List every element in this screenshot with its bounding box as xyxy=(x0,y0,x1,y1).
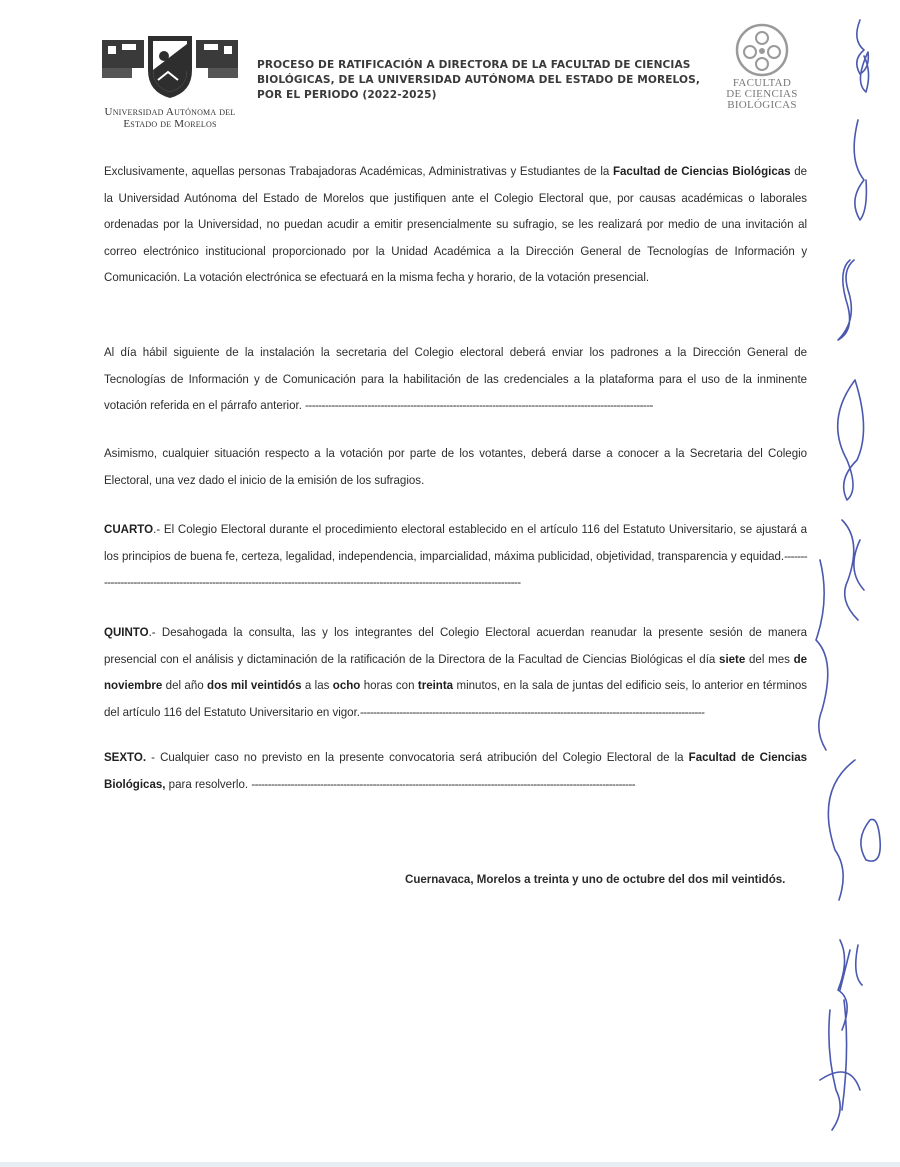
p5-text-a: .- Desahogada la consulta, las y los integrantes del Colegio Electoral acuerdan reanudar la presente sesión de manera presencial con el análisis y dictaminación de la ratificación de la Directora de la Facultad de Ciencias Biológicas el día xyxy=(104,625,808,666)
document-title: PROCESO DE RATIFICACIÓN A DIRECTORA DE LA FACULTAD DE CIENCIAS BIOLÓGICAS, DE LA UNIVERSIDAD AUTÓNOMA DEL ESTADO DE MORELOS, POR EL PERIODO (2022-2025) xyxy=(257,59,700,101)
signature-stroke xyxy=(838,380,864,500)
faculty-name-line2: DE CIENCIAS xyxy=(726,88,798,100)
signature-stroke xyxy=(838,940,862,1030)
paragraph-padrones xyxy=(104,339,807,419)
p2-text: Al día hábil siguiente de la instalación la secretaria del Colegio electoral deberá enviar los padrones a la Dirección General de Tecnologías de Información y de Comunicación para la habilitación de las credenciales a la plataforma para el uso de la inminente votación referida en el párrafo anterior. xyxy=(104,345,808,412)
uaem-emblem xyxy=(98,30,242,102)
p5-dashes: --------------------------------------------------------------------------------------------------------- xyxy=(360,704,705,719)
p1-faculty-bold: Facultad de Ciencias Biológicas xyxy=(612,164,791,178)
p4-dashes: -------------------------------------------------------------------------------------------------------------------------------------- xyxy=(104,548,808,589)
paragraph-cuarto xyxy=(104,516,807,596)
signature-stroke xyxy=(842,520,864,620)
signature-stroke xyxy=(861,819,880,861)
p3-text: Asimismo, cualquier situación respecto a la votación por parte de los votantes, deberá darse a conocer a la Secretaria del Colegio Electoral, una vez dado el inicio de la emisión de los sufragios. xyxy=(104,446,808,487)
signature-stroke xyxy=(857,20,869,92)
p6-dashes: --------------------------------------------------------------------------------------------------------------------- xyxy=(251,776,636,791)
margin-signatures xyxy=(800,0,900,1167)
signature-stroke xyxy=(838,260,854,340)
signature-stroke xyxy=(828,760,855,900)
p6-faculty-bold: Facultad de Ciencias Biológicas, xyxy=(104,750,808,791)
cuarto-label: CUARTO xyxy=(104,522,154,536)
university-name-line1: Universidad Autónoma del xyxy=(104,106,236,118)
university-name xyxy=(90,106,250,130)
faculty-name-line1: FACULTAD xyxy=(732,77,792,89)
place-and-date: Cuernavaca, Morelos a treinta y uno de octubre del dos mil veintidós. xyxy=(405,872,786,886)
p1-text-c: de la Universidad Autónoma del Estado de Morelos que justifiquen ante el Colegio Electoral que, por causas académicas o laborales ordenadas por la Universidad, no puedan acudir a emitir presencialmente su sufragio, se les realizará por medio de una invitación al correo electrónico institucional proporcionado por la Unidad Académica a la Dirección General de Tecnologías de Información y Comunicación. La votación electrónica se efectuará en la misma fecha y horario, de la votación presencial. xyxy=(104,164,808,284)
university-name-line2: Estado de Morelos xyxy=(123,118,217,130)
p6-text-c: para resolverlo. xyxy=(165,776,252,791)
p5-year-bold: dos mil veintidós xyxy=(207,678,302,692)
p6-text-a: - Cualquier caso no previsto en la presente convocatoria será atribución del Colegio Electoral de la xyxy=(146,750,689,764)
faculty-logo xyxy=(712,22,812,122)
p5-text-e: del año xyxy=(162,678,208,692)
paragraph-quinto xyxy=(104,619,807,725)
p5-month-bold: de noviembre xyxy=(104,651,808,692)
p4-text: .- El Colegio Electoral durante el procedimiento electoral establecido en el artículo 116 del Estatuto Universitario, se ajustará a los principios de buena fe, certeza, legalidad, independencia, imparcialidad, máxima publicidad, objetividad, transparencia y equidad. xyxy=(104,522,808,563)
p5-hour-bold: ocho xyxy=(332,678,361,692)
sexto-label: SEXTO. xyxy=(104,750,147,764)
p5-text-k: minutos, en la sala de juntas del edificio seis, lo anterior en términos del artículo 116 del Estatuto Universitario en vigor. xyxy=(104,678,808,719)
p5-text-c: del mes xyxy=(745,651,794,666)
page-bottom-edge xyxy=(0,1162,900,1167)
faculty-emblem xyxy=(734,22,790,78)
p5-text-i: horas con xyxy=(360,678,418,692)
signature-stroke xyxy=(816,560,828,750)
paragraph-asimismo xyxy=(104,440,807,493)
faculty-name xyxy=(712,78,812,111)
paragraph-remote-voting xyxy=(104,158,807,291)
p1-text-a: Exclusivamente, aquellas personas Trabajadoras Académicas, Administrativas y Estudiantes de la xyxy=(104,164,613,178)
p5-text-g: a las xyxy=(301,678,333,692)
signature-stroke xyxy=(820,1000,860,1130)
faculty-name-line3: BIOLÓGICAS xyxy=(727,99,797,111)
p2-dashes: ---------------------------------------------------------------------------------------------------------- xyxy=(305,398,653,412)
paragraph-sexto xyxy=(104,744,807,797)
quinto-label: QUINTO xyxy=(104,625,149,639)
uaem-logo xyxy=(90,30,250,130)
p5-day-bold: siete xyxy=(719,651,746,666)
p5-minutes-bold: treinta xyxy=(417,678,454,692)
signature-stroke xyxy=(854,120,866,220)
